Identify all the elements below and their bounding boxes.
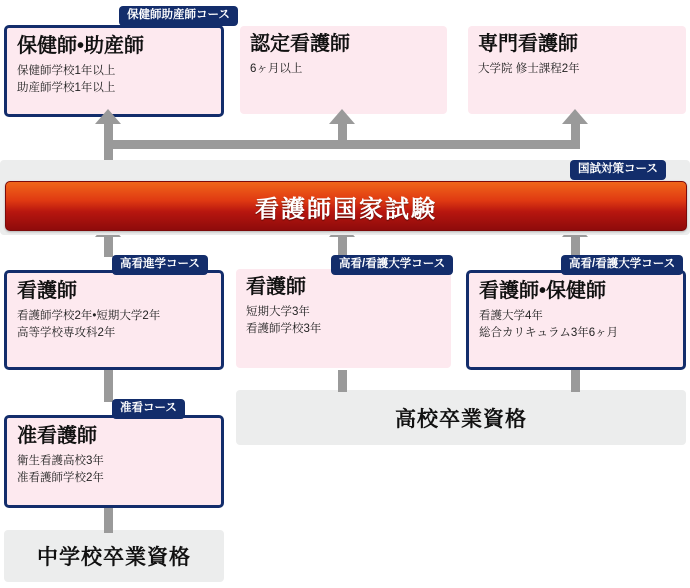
card-kangoshi-daigaku[interactable] xyxy=(236,269,451,368)
card-subtext xyxy=(17,453,211,486)
card-kangoshi-shingaku[interactable] xyxy=(4,270,224,370)
card-subline: 看護大学4年 xyxy=(479,310,543,322)
card-subline: 総合カリキュラム3年6ヶ月 xyxy=(479,326,619,339)
connector-kangoshi-to-exam xyxy=(104,235,113,257)
connector-koko-to-kangoshi-hokenshi xyxy=(571,370,580,392)
card-subtext xyxy=(250,61,437,78)
card-title: 准看護師 xyxy=(17,425,97,447)
card-subtext xyxy=(479,308,673,341)
card-nintei-kangoshi[interactable] xyxy=(240,26,447,114)
tag-kokushi: 国試対策コース xyxy=(570,160,666,180)
card-junkangoshi[interactable] xyxy=(4,415,224,508)
card-hokenshi-josanshi[interactable] xyxy=(4,25,224,117)
card-subtext xyxy=(17,63,211,96)
card-title: 看護師 xyxy=(246,276,306,298)
tag-hokenshi-josanshi: 保健師助産師コース xyxy=(119,6,238,26)
arrow-up-hokenshi xyxy=(95,109,121,124)
card-kangoshi-hokenshi[interactable] xyxy=(466,270,686,370)
arrow-up-senmon xyxy=(562,109,588,124)
card-subline: 看護師学校3年 xyxy=(246,322,322,335)
connector-rail-stub-left xyxy=(104,140,113,162)
connector-up-hokenshi xyxy=(104,123,113,143)
box-koko-sotsugyo xyxy=(236,390,686,445)
card-subtext xyxy=(17,308,211,341)
card-title: 認定看護師 xyxy=(250,33,350,55)
tag-kokan-daigaku-2: 高看/看護大学コース xyxy=(561,255,683,275)
card-subtext xyxy=(478,61,676,78)
card-subline: 准看護師学校2年 xyxy=(17,471,104,484)
card-subline: 衛生看護高校3年 xyxy=(17,455,104,467)
card-senmon-kangoshi[interactable] xyxy=(468,26,686,114)
connector-chugakko-to-junkan xyxy=(104,508,113,533)
box-label: 中学校卒業資格 xyxy=(37,546,191,569)
connector-kangoshi2-to-exam xyxy=(338,235,347,257)
card-subline: 助産師学校1年以上 xyxy=(17,81,116,94)
card-subline: 保健師学校1年以上 xyxy=(17,65,116,77)
card-subline: 短期大学3年 xyxy=(246,306,310,318)
national-exam-label: 看護師国家試験 xyxy=(255,195,437,223)
tag-kokan-shingaku: 高看進学コース xyxy=(112,255,208,275)
card-title: 専門看護師 xyxy=(478,33,578,55)
tag-kokan-daigaku-1: 高看/看護大学コース xyxy=(331,255,453,275)
connector-up-senmon xyxy=(571,123,580,143)
connector-up-nintei xyxy=(338,123,347,143)
card-subline: 大学院 修士課程2年 xyxy=(478,63,580,75)
tag-junkan: 准看コース xyxy=(112,399,185,419)
national-exam-bar[interactable] xyxy=(5,181,687,231)
card-subline: 6ヶ月以上 xyxy=(250,63,303,75)
card-title: 看護師•保健師 xyxy=(479,280,607,302)
card-subline: 高等学校専攻科2年 xyxy=(17,326,116,339)
card-title: 看護師 xyxy=(17,280,77,302)
connector-hokenshi-to-exam xyxy=(571,235,580,257)
box-chugakko-sotsugyo xyxy=(4,530,224,582)
connector-junkan-to-kangoshi xyxy=(104,370,113,402)
connector-koko-to-kangoshi-daigaku xyxy=(338,370,347,392)
card-subline: 看護師学校2年•短期大学2年 xyxy=(17,310,161,322)
card-subtext xyxy=(246,304,441,337)
box-label: 高校卒業資格 xyxy=(395,407,527,431)
arrow-up-nintei xyxy=(329,109,355,124)
card-title: 保健師•助産師 xyxy=(17,35,145,57)
